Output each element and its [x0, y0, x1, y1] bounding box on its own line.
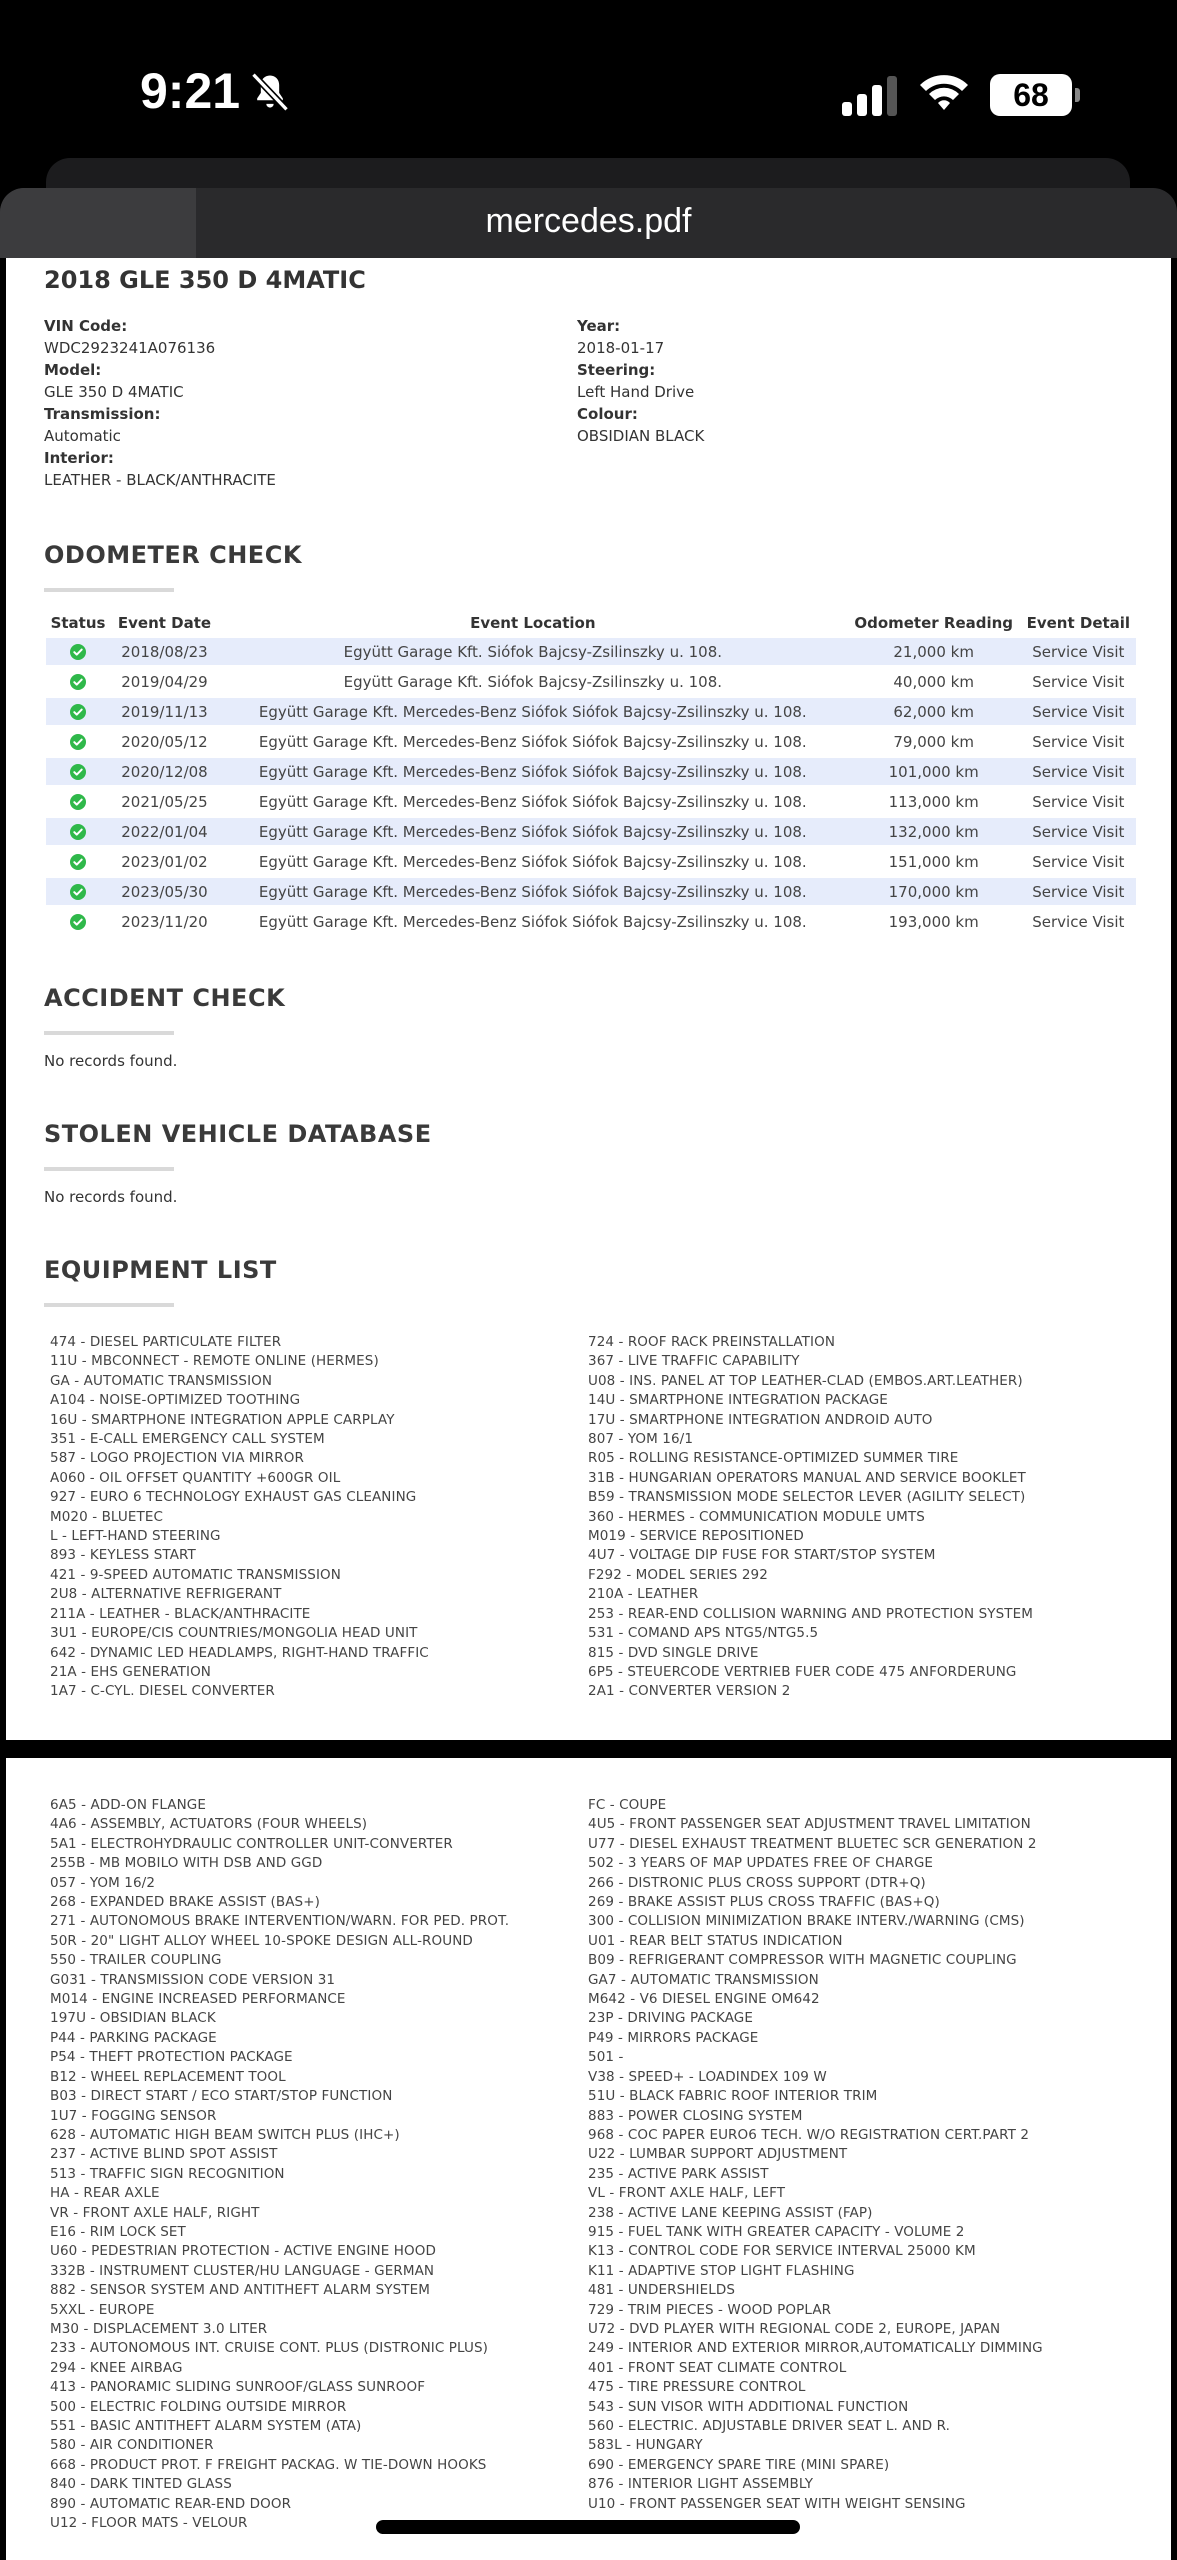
- equipment-item: 17U - SMARTPHONE INTEGRATION ANDROID AUTO: [588, 1411, 933, 1428]
- event-date-cell: 2021/05/25: [121, 792, 208, 811]
- equipment-item: 31B - HUNGARIAN OPERATORS MANUAL AND SERVICE BOOKLET: [588, 1469, 1026, 1486]
- equipment-item: U12 - FLOOR MATS - VELOUR: [50, 2515, 248, 2532]
- event-detail-cell: Service Visit: [1021, 818, 1136, 845]
- event-location-cell: Együtt Garage Kft. Mercedes-Benz Siófok Siófok Bajcsy-Zsilinszky u. 108.: [219, 758, 847, 785]
- odometer-reading-cell: 101,000 km: [847, 758, 1021, 785]
- vehicle-title: 2018 GLE 350 D 4MATIC: [44, 266, 366, 294]
- status-cell: [46, 848, 110, 875]
- equipment-item: M642 - V6 DIESEL ENGINE OM642: [588, 1991, 820, 2008]
- steering-label: Steering:: [577, 361, 656, 379]
- equipment-item: 927 - EURO 6 TECHNOLOGY EXHAUST GAS CLEANING: [50, 1489, 417, 1506]
- clock: 9:21: [140, 63, 241, 119]
- equipment-item: G031 - TRANSMISSION CODE VERSION 31: [50, 1971, 336, 1988]
- steering-value: Left Hand Drive: [577, 383, 695, 401]
- equipment-item: 2A1 - CONVERTER VERSION 2: [588, 1683, 791, 1700]
- odometer-reading-cell: 151,000 km: [888, 852, 979, 871]
- section-divider: [44, 1031, 174, 1035]
- equipment-item: 269 - BRAKE ASSIST PLUS CROSS TRAFFIC (BAS+Q): [588, 1894, 940, 1911]
- status-cell: [46, 638, 110, 665]
- table-row: [46, 908, 1136, 935]
- table-row: [46, 728, 1136, 755]
- column-header: Status: [50, 614, 106, 632]
- status-cell: [46, 698, 110, 725]
- odometer-reading-cell: 113,000 km: [888, 792, 979, 811]
- transmission-label: Transmission:: [44, 405, 161, 423]
- section-divider: [44, 1167, 174, 1171]
- table-row: [46, 848, 1136, 875]
- vin-label: VIN Code:: [44, 317, 128, 335]
- equipment-item: U08 - INS. PANEL AT TOP LEATHER-CLAD (EMBOS.ART.LEATHER): [588, 1372, 1023, 1389]
- colour-label: Colour:: [577, 405, 638, 423]
- equipment-item: 197U - OBSIDIAN BLACK: [50, 2010, 216, 2027]
- equipment-item: 332B - INSTRUMENT CLUSTER/HU LANGUAGE - GERMAN: [50, 2262, 435, 2279]
- status-cell: [46, 728, 110, 755]
- equipment-item: 915 - FUEL TANK WITH GREATER CAPACITY - VOLUME 2: [588, 2223, 965, 2240]
- event-detail-cell: Service Visit: [1021, 638, 1136, 665]
- equipment-item: A060 - OIL OFFSET QUANTITY +600GR OIL: [50, 1469, 341, 1486]
- table-row: [46, 878, 1136, 905]
- equipment-item: 628 - AUTOMATIC HIGH BEAM SWITCH PLUS (IHC+): [50, 2126, 400, 2143]
- equipment-list-right: [588, 1796, 1043, 2514]
- equipment-item: M014 - ENGINE INCREASED PERFORMANCE: [50, 1991, 346, 2008]
- equipment-item: P44 - PARKING PACKAGE: [50, 2029, 217, 2046]
- check-circle-icon: [70, 674, 86, 690]
- equipment-item: 840 - DARK TINTED GLASS: [50, 2476, 232, 2493]
- equipment-item: 968 - COC PAPER EURO6 TECH. W/O REGISTRATION CERT.PART 2: [588, 2126, 1030, 2143]
- equipment-item: 2U8 - ALTERNATIVE REFRIGERANT: [50, 1586, 282, 1603]
- status-cell: [46, 878, 110, 905]
- equipment-item: 50R - 20" LIGHT ALLOY WHEEL 10-SPOKE DESIGN ALL-ROUND: [50, 1932, 473, 1949]
- event-location-cell: Együtt Garage Kft. Mercedes-Benz Siófok Siófok Bajcsy-Zsilinszky u. 108.: [219, 818, 847, 845]
- equipment-item: A104 - NOISE-OPTIMIZED TOOTHING: [50, 1392, 301, 1409]
- year-value: 2018-01-17: [577, 339, 665, 357]
- event-date-cell: 2018/08/23: [110, 638, 219, 665]
- pdf-page-2: [6, 1758, 1171, 2560]
- check-circle-icon: [70, 854, 86, 870]
- equipment-item: U72 - DVD PLAYER WITH REGIONAL CODE 2, EUROPE, JAPAN: [588, 2320, 1001, 2337]
- equipment-list-left: [50, 1796, 509, 2533]
- bell-slash-icon: [248, 70, 292, 114]
- equipment-item: U22 - LUMBAR SUPPORT ADJUSTMENT: [588, 2146, 848, 2163]
- equipment-item: M30 - DISPLACEMENT 3.0 LITER: [50, 2320, 268, 2337]
- equipment-item: 16U - SMARTPHONE INTEGRATION APPLE CARPLAY: [50, 1411, 395, 1428]
- event-detail-cell: Service Visit: [1032, 792, 1125, 811]
- event-detail-cell: Service Visit: [1032, 672, 1125, 691]
- check-circle-icon: [70, 734, 86, 750]
- equipment-item: 724 - ROOF RACK PREINSTALLATION: [588, 1334, 836, 1350]
- table-header-row: [46, 611, 1136, 635]
- odometer-reading-cell: 21,000 km: [847, 638, 1021, 665]
- equipment-item: F292 - MODEL SERIES 292: [588, 1566, 768, 1583]
- vin-value: WDC2923241A076136: [44, 339, 216, 357]
- equipment-item: VL - FRONT AXLE HALF, LEFT: [588, 2185, 786, 2202]
- equipment-item: 23P - DRIVING PACKAGE: [588, 2010, 754, 2027]
- equipment-item: GA - AUTOMATIC TRANSMISSION: [50, 1372, 273, 1389]
- equipment-item: 238 - ACTIVE LANE KEEPING ASSIST (FAP): [588, 2204, 873, 2221]
- interior-value: LEATHER - BLACK/ANTHRACITE: [44, 471, 276, 489]
- wifi-icon: [918, 70, 970, 114]
- event-detail-cell: Service Visit: [1021, 878, 1136, 905]
- event-date-cell: 2020/12/08: [110, 758, 219, 785]
- check-circle-icon: [70, 884, 86, 900]
- odometer-table: [46, 608, 1136, 938]
- event-location-cell: Együtt Garage Kft. Mercedes-Benz Siófok Siófok Bajcsy-Zsilinszky u. 108.: [258, 732, 807, 751]
- equipment-item: 057 - YOM 16/2: [50, 1874, 156, 1891]
- event-location-cell: Együtt Garage Kft. Mercedes-Benz Siófok Siófok Bajcsy-Zsilinszky u. 108.: [219, 878, 847, 905]
- table-row: [46, 818, 1136, 845]
- odometer-reading-cell: 62,000 km: [847, 698, 1021, 725]
- equipment-item: 255B - MB MOBILO WITH DSB AND GGD: [50, 1855, 323, 1872]
- stolen-section-title: STOLEN VEHICLE DATABASE: [44, 1120, 432, 1148]
- event-location-cell: Együtt Garage Kft. Siófok Bajcsy-Zsilinszky u. 108.: [219, 638, 847, 665]
- equipment-item: 294 - KNEE AIRBAG: [50, 2359, 183, 2376]
- equipment-item: 211A - LEATHER - BLACK/ANTHRACITE: [50, 1605, 311, 1622]
- odometer-reading-cell: 79,000 km: [893, 732, 974, 751]
- equipment-item: B12 - WHEEL REPLACEMENT TOOL: [50, 2068, 286, 2085]
- file-title: mercedes.pdf: [485, 202, 692, 240]
- equipment-item: 550 - TRAILER COUPLING: [50, 1952, 222, 1969]
- event-detail-cell: Service Visit: [1021, 758, 1136, 785]
- equipment-item: 271 - AUTONOMOUS BRAKE INTERVENTION/WARN. FOR PED. PROT.: [50, 1913, 510, 1930]
- pdf-page-1: [6, 258, 1171, 1740]
- equipment-item: 51U - BLACK FABRIC ROOF INTERIOR TRIM: [588, 2088, 878, 2105]
- event-detail-cell: Service Visit: [1032, 912, 1125, 931]
- equipment-item: 690 - EMERGENCY SPARE TIRE (MINI SPARE): [588, 2456, 890, 2473]
- equipment-item: 474 - DIESEL PARTICULATE FILTER: [50, 1334, 282, 1350]
- equipment-item: 210A - LEATHER: [588, 1586, 699, 1603]
- equipment-item: 4A6 - ASSEMBLY, ACTUATORS (FOUR WHEELS): [50, 1816, 368, 1833]
- equipment-item: 1U7 - FOGGING SENSOR: [50, 2107, 217, 2124]
- equipment-item: 893 - KEYLESS START: [50, 1547, 196, 1564]
- equipment-item: 501 -: [588, 2049, 624, 2066]
- equipment-item: 3U1 - EUROPE/CIS COUNTRIES/MONGOLIA HEAD UNIT: [50, 1625, 418, 1642]
- equipment-item: B59 - TRANSMISSION MODE SELECTOR LEVER (AGILITY SELECT): [588, 1489, 1026, 1506]
- equipment-item: V38 - SPEED+ - LOADINDEX 109 W: [588, 2068, 827, 2085]
- equipment-item: 6A5 - ADD-ON FLANGE: [50, 1797, 206, 1813]
- status-cell: [46, 788, 110, 815]
- equipment-item: 268 - EXPANDED BRAKE ASSIST (BAS+): [50, 1894, 320, 1911]
- equipment-item: 237 - ACTIVE BLIND SPOT ASSIST: [50, 2146, 278, 2163]
- equipment-item: R05 - ROLLING RESISTANCE-OPTIMIZED SUMMER TIRE: [588, 1450, 959, 1467]
- equipment-item: 531 - COMAND APS NTG5/NTG5.5: [588, 1625, 819, 1642]
- check-circle-icon: [70, 824, 86, 840]
- equipment-item: U10 - FRONT PASSENGER SEAT WITH WEIGHT SENSING: [588, 2495, 966, 2512]
- event-location-cell: Együtt Garage Kft. Siófok Bajcsy-Zsilinszky u. 108.: [343, 672, 723, 691]
- odometer-section-title: ODOMETER CHECK: [44, 541, 302, 569]
- equipment-item: 4U5 - FRONT PASSENGER SEAT ADJUSTMENT TRAVEL LIMITATION: [588, 1816, 1031, 1833]
- equipment-item: M019 - SERVICE REPOSITIONED: [588, 1528, 804, 1545]
- equipment-item: 235 - ACTIVE PARK ASSIST: [588, 2165, 769, 2182]
- equipment-item: 6P5 - STEUERCODE VERTRIEB FUER CODE 475 ANFORDERUNG: [588, 1663, 1017, 1680]
- equipment-item: 21A - EHS GENERATION: [50, 1663, 212, 1680]
- equipment-item: 475 - TIRE PRESSURE CONTROL: [588, 2379, 806, 2396]
- event-location-cell: Együtt Garage Kft. Mercedes-Benz Siófok Siófok Bajcsy-Zsilinszky u. 108.: [219, 698, 847, 725]
- year-label: Year:: [577, 317, 621, 335]
- status-cell: [46, 818, 110, 845]
- event-detail-cell: Service Visit: [1021, 698, 1136, 725]
- check-circle-icon: [70, 794, 86, 810]
- equipment-item: 815 - DVD SINGLE DRIVE: [588, 1644, 759, 1661]
- cellular-signal-icon: [842, 76, 900, 116]
- vehicle-specs-left: [44, 315, 276, 491]
- equipment-item: 11U - MBCONNECT - REMOTE ONLINE (HERMES): [50, 1353, 379, 1370]
- check-circle-icon: [70, 704, 86, 720]
- equipment-item: 367 - LIVE TRAFFIC CAPABILITY: [588, 1353, 800, 1370]
- equipment-item: 580 - AIR CONDITIONER: [50, 2437, 214, 2454]
- model-label: Model:: [44, 361, 102, 379]
- event-date-cell: 2023/11/20: [121, 912, 208, 931]
- equipment-item: U01 - REAR BELT STATUS INDICATION: [588, 1932, 843, 1949]
- colour-value: OBSIDIAN BLACK: [577, 427, 705, 445]
- equipment-item: 351 - E-CALL EMERGENCY CALL SYSTEM: [50, 1431, 325, 1448]
- model-value: GLE 350 D 4MATIC: [44, 383, 184, 401]
- equipment-item: 4U7 - VOLTAGE DIP FUSE FOR START/STOP SYSTEM: [588, 1547, 936, 1564]
- transmission-value: Automatic: [44, 427, 121, 445]
- equipment-item: B09 - REFRIGERANT COMPRESSOR WITH MAGNETIC COUPLING: [588, 1952, 1017, 1969]
- odometer-table-body: [46, 638, 1136, 935]
- equipment-item: 300 - COLLISION MINIMIZATION BRAKE INTERV./WARNING (CMS): [588, 1913, 1025, 1930]
- equipment-list-left: [50, 1333, 429, 1702]
- table-row: [46, 638, 1136, 665]
- equipment-item: L - LEFT-HAND STEERING: [50, 1528, 221, 1545]
- equipment-item: M020 - BLUETEC: [50, 1508, 163, 1525]
- odometer-reading-cell: 170,000 km: [847, 878, 1021, 905]
- equipment-item: E16 - RIM LOCK SET: [50, 2223, 186, 2240]
- equipment-item: 642 - DYNAMIC LED HEADLAMPS, RIGHT-HAND TRAFFIC: [50, 1644, 429, 1661]
- equipment-item: 502 - 3 YEARS OF MAP UPDATES FREE OF CHARGE: [588, 1855, 934, 1872]
- equipment-item: 876 - INTERIOR LIGHT ASSEMBLY: [588, 2476, 814, 2493]
- home-indicator[interactable]: [376, 2520, 800, 2534]
- equipment-item: FC - COUPE: [588, 1797, 667, 1813]
- equipment-item: 5A1 - ELECTROHYDRAULIC CONTROLLER UNIT-CONVERTER: [50, 1835, 453, 1852]
- equipment-item: U60 - PEDESTRIAN PROTECTION - ACTIVE ENGINE HOOD: [50, 2243, 436, 2260]
- equipment-item: 587 - LOGO PROJECTION VIA MIRROR: [50, 1450, 304, 1467]
- equipment-item: HA - REAR AXLE: [50, 2185, 160, 2202]
- column-header: Odometer Reading: [854, 614, 1014, 632]
- equipment-item: B03 - DIRECT START / ECO START/STOP FUNCTION: [50, 2088, 393, 2105]
- equipment-item: 560 - ELECTRIC. ADJUSTABLE DRIVER SEAT L. AND R.: [588, 2418, 951, 2434]
- equipment-item: 401 - FRONT SEAT CLIMATE CONTROL: [588, 2359, 847, 2376]
- status-cell: [46, 758, 110, 785]
- equipment-item: 500 - ELECTRIC FOLDING OUTSIDE MIRROR: [50, 2398, 347, 2415]
- equipment-item: 807 - YOM 16/1: [588, 1431, 694, 1448]
- event-location-cell: Együtt Garage Kft. Mercedes-Benz Siófok Siófok Bajcsy-Zsilinszky u. 108.: [258, 852, 807, 871]
- equipment-item: 890 - AUTOMATIC REAR-END DOOR: [50, 2495, 292, 2512]
- vehicle-specs-right: [577, 315, 704, 447]
- equipment-item: 481 - UNDERSHIELDS: [588, 2282, 736, 2299]
- section-divider: [44, 588, 174, 592]
- event-date-cell: 2023/05/30: [110, 878, 219, 905]
- equipment-item: 543 - SUN VISOR WITH ADDITIONAL FUNCTION: [588, 2398, 909, 2415]
- event-detail-cell: Service Visit: [1032, 852, 1125, 871]
- table-row: [46, 788, 1136, 815]
- table-row: [46, 668, 1136, 695]
- equipment-item: 413 - PANORAMIC SLIDING SUNROOF/GLASS SUNROOF: [50, 2379, 426, 2396]
- equipment-item: 583L - HUNGARY: [588, 2437, 703, 2454]
- equipment-item: GA7 - AUTOMATIC TRANSMISSION: [588, 1971, 819, 1988]
- status-cell: [46, 908, 110, 935]
- check-circle-icon: [70, 644, 86, 660]
- equipment-item: 253 - REAR-END COLLISION WARNING AND PROTECTION SYSTEM: [588, 1605, 1034, 1622]
- event-date-cell: 2023/01/02: [121, 852, 208, 871]
- equipment-item: 668 - PRODUCT PROT. F FREIGHT PACKAG. W TIE-DOWN HOOKS: [50, 2456, 487, 2473]
- equipment-list-right: [588, 1333, 1033, 1702]
- equipment-item: 513 - TRAFFIC SIGN RECOGNITION: [50, 2165, 285, 2182]
- equipment-item: K11 - ADAPTIVE STOP LIGHT FLASHING: [588, 2262, 855, 2279]
- odometer-reading-cell: 193,000 km: [888, 912, 979, 931]
- event-detail-cell: Service Visit: [1032, 732, 1125, 751]
- odometer-reading-cell: 40,000 km: [893, 672, 974, 691]
- accident-no-records: No records found.: [44, 1052, 178, 1070]
- event-location-cell: Együtt Garage Kft. Mercedes-Benz Siófok Siófok Bajcsy-Zsilinszky u. 108.: [258, 792, 807, 811]
- table-row: [46, 758, 1136, 785]
- check-circle-icon: [70, 764, 86, 780]
- equipment-item: 882 - SENSOR SYSTEM AND ANTITHEFT ALARM SYSTEM: [50, 2282, 430, 2299]
- section-divider: [44, 1303, 174, 1307]
- viewer-header: [0, 188, 1177, 258]
- equipment-item: 5XXL - EUROPE: [50, 2301, 155, 2318]
- equipment-item: 266 - DISTRONIC PLUS CROSS SUPPORT (DTR+Q): [588, 1874, 926, 1891]
- equipment-item: 883 - POWER CLOSING SYSTEM: [588, 2107, 803, 2124]
- equipment-section-title: EQUIPMENT LIST: [44, 1256, 277, 1284]
- status-bar: [0, 0, 1177, 160]
- accident-section-title: ACCIDENT CHECK: [44, 984, 286, 1012]
- event-date-cell: 2020/05/12: [121, 732, 208, 751]
- interior-label: Interior:: [44, 449, 114, 467]
- status-cell: [46, 668, 110, 695]
- equipment-item: P54 - THEFT PROTECTION PACKAGE: [50, 2049, 293, 2066]
- column-header: Event Date: [117, 614, 212, 632]
- event-location-cell: Együtt Garage Kft. Mercedes-Benz Siófok Siófok Bajcsy-Zsilinszky u. 108.: [258, 912, 807, 931]
- battery-indicator: 68: [990, 74, 1072, 116]
- equipment-item: 249 - INTERIOR AND EXTERIOR MIRROR,AUTOMATICALLY DIMMING: [588, 2340, 1043, 2357]
- equipment-item: K13 - CONTROL CODE FOR SERVICE INTERVAL 25000 KM: [588, 2243, 976, 2260]
- table-row: [46, 698, 1136, 725]
- equipment-item: 729 - TRIM PIECES - WOOD POPLAR: [588, 2301, 832, 2318]
- equipment-item: U77 - DIESEL EXHAUST TREATMENT BLUETEC SCR GENERATION 2: [588, 1835, 1037, 1852]
- equipment-item: 551 - BASIC ANTITHEFT ALARM SYSTEM (ATA): [50, 2418, 362, 2434]
- column-header: Event Location: [470, 614, 596, 632]
- equipment-item: 1A7 - C-CYL. DIESEL CONVERTER: [50, 1683, 275, 1700]
- equipment-item: VR - FRONT AXLE HALF, RIGHT: [50, 2204, 260, 2221]
- equipment-item: P49 - MIRRORS PACKAGE: [588, 2029, 759, 2046]
- equipment-item: 360 - HERMES - COMMUNICATION MODULE UMTS: [588, 1508, 925, 1525]
- stolen-no-records: No records found.: [44, 1188, 178, 1206]
- event-date-cell: 2019/11/13: [110, 698, 219, 725]
- column-header: Event Detail: [1026, 614, 1131, 632]
- event-date-cell: 2019/04/29: [121, 672, 208, 691]
- equipment-item: 233 - AUTONOMOUS INT. CRUISE CONT. PLUS (DISTRONIC PLUS): [50, 2340, 488, 2357]
- equipment-item: 14U - SMARTPHONE INTEGRATION PACKAGE: [588, 1392, 888, 1409]
- check-circle-icon: [70, 914, 86, 930]
- odometer-reading-cell: 132,000 km: [847, 818, 1021, 845]
- equipment-item: 421 - 9-SPEED AUTOMATIC TRANSMISSION: [50, 1566, 341, 1583]
- event-date-cell: 2022/01/04: [110, 818, 219, 845]
